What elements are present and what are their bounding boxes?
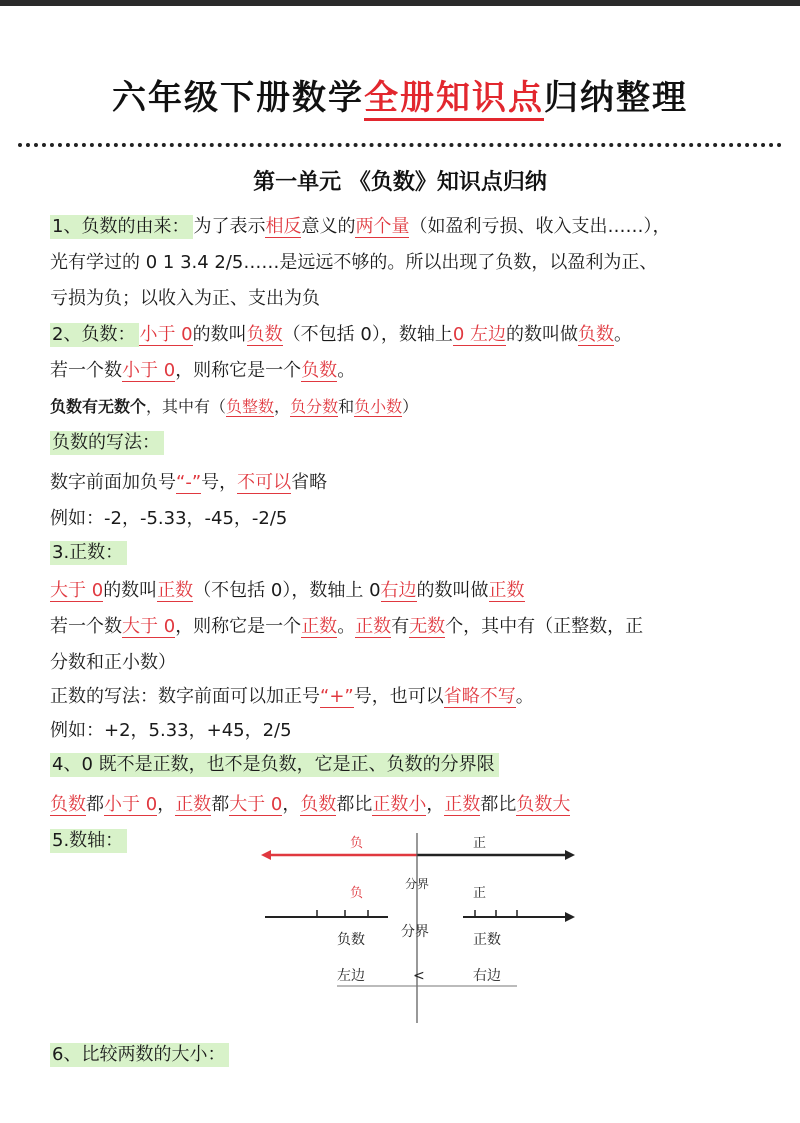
section2-line2: 若一个数小于 0，则称它是一个负数。 — [50, 360, 356, 381]
section2-writing-label: 负数的写法： — [50, 430, 164, 456]
title-suffix: 归纳整理 — [544, 78, 688, 118]
boundary-label: 分界 — [401, 924, 429, 940]
keyword: 相反 — [265, 216, 302, 237]
unit-title: 第一单元 《负数》知识点归纳 — [253, 170, 547, 195]
section5-label: 5.数轴： — [50, 829, 127, 853]
section3-line4: 正数的写法：数字前面可以加正号“+”号，也可以省略不写。 — [50, 686, 534, 707]
title-prefix: 六年级下册数学 — [112, 78, 364, 118]
right-word: 右边 — [473, 968, 501, 984]
section5-label-line — [50, 828, 127, 854]
section4-line1: 负数都小于 0，正数都大于 0，负数都比正数小，正数都比负数大 — [50, 794, 571, 815]
right-arrow-icon — [565, 850, 575, 860]
dotted-divider — [18, 143, 782, 147]
keyword: 两个量 — [355, 216, 410, 237]
number-line-diagram — [255, 825, 585, 1030]
section1-line3: 亏损为负；以收入为正、支出为负 — [50, 288, 320, 309]
pos-label-mid: 正 — [473, 886, 487, 901]
pos-label-top: 正 — [473, 836, 487, 851]
right-arrow-icon — [565, 912, 575, 922]
section3-line3: 分数和正小数） — [50, 652, 176, 673]
section1-label: 1、负数的由来： — [50, 215, 193, 239]
section3-label-line — [50, 540, 127, 566]
section3-line1: 大于 0的数叫正数（不包括 0），数轴上 0右边的数叫做正数 — [50, 580, 525, 601]
section1-line1: 1、负数的由来： 为了表示相反意义的两个量（如盈利亏损、收入支出……）， — [52, 216, 671, 237]
title-highlight: 全册知识点 — [364, 78, 544, 121]
section1-line2: 光有学过的 0 1 3.4 2/5……是远远不够的。所以出现了负数，以盈利为正、 — [50, 252, 658, 273]
page-title — [0, 70, 800, 119]
neg-label-top: 负 — [350, 836, 364, 851]
neg-word: 负数 — [337, 932, 365, 948]
section2-line4: 数字前面加负号“-”号，不可以省略 — [50, 472, 328, 493]
left-word: 左边 — [337, 968, 365, 984]
section2-example: 例如：-2，-5.33，-45，-2/5 — [50, 508, 288, 529]
section6-label: 6、比较两数的大小： — [50, 1043, 229, 1067]
pos-word: 正数 — [473, 932, 501, 948]
less-than-sign: < — [413, 968, 425, 984]
section2-label: 2、负数： — [50, 323, 139, 347]
section6-label-line — [50, 1042, 229, 1068]
section3-label: 3.正数： — [50, 541, 127, 565]
section4-label: 4、0 既不是正数，也不是负数，它是正、负数的分界限 — [50, 753, 499, 777]
section3-line2: 若一个数大于 0，则称它是一个正数。正数有无数个，其中有（正整数，正 — [50, 616, 644, 637]
boundary-label-top: 分界 — [405, 877, 430, 891]
left-arrow-icon — [261, 850, 271, 860]
neg-label-mid: 负 — [350, 886, 364, 901]
section3-example: 例如：+2，5.33，+45，2/5 — [50, 720, 292, 741]
top-border — [0, 0, 800, 6]
section2-line1: 2、负数： 小于 0的数叫负数（不包括 0），数轴上0 左边的数叫做负数。 — [52, 324, 633, 345]
section2-line3: 负数有无数个，其中有（负整数，负分数和负小数） — [50, 397, 419, 416]
section4-label-line — [50, 752, 499, 778]
